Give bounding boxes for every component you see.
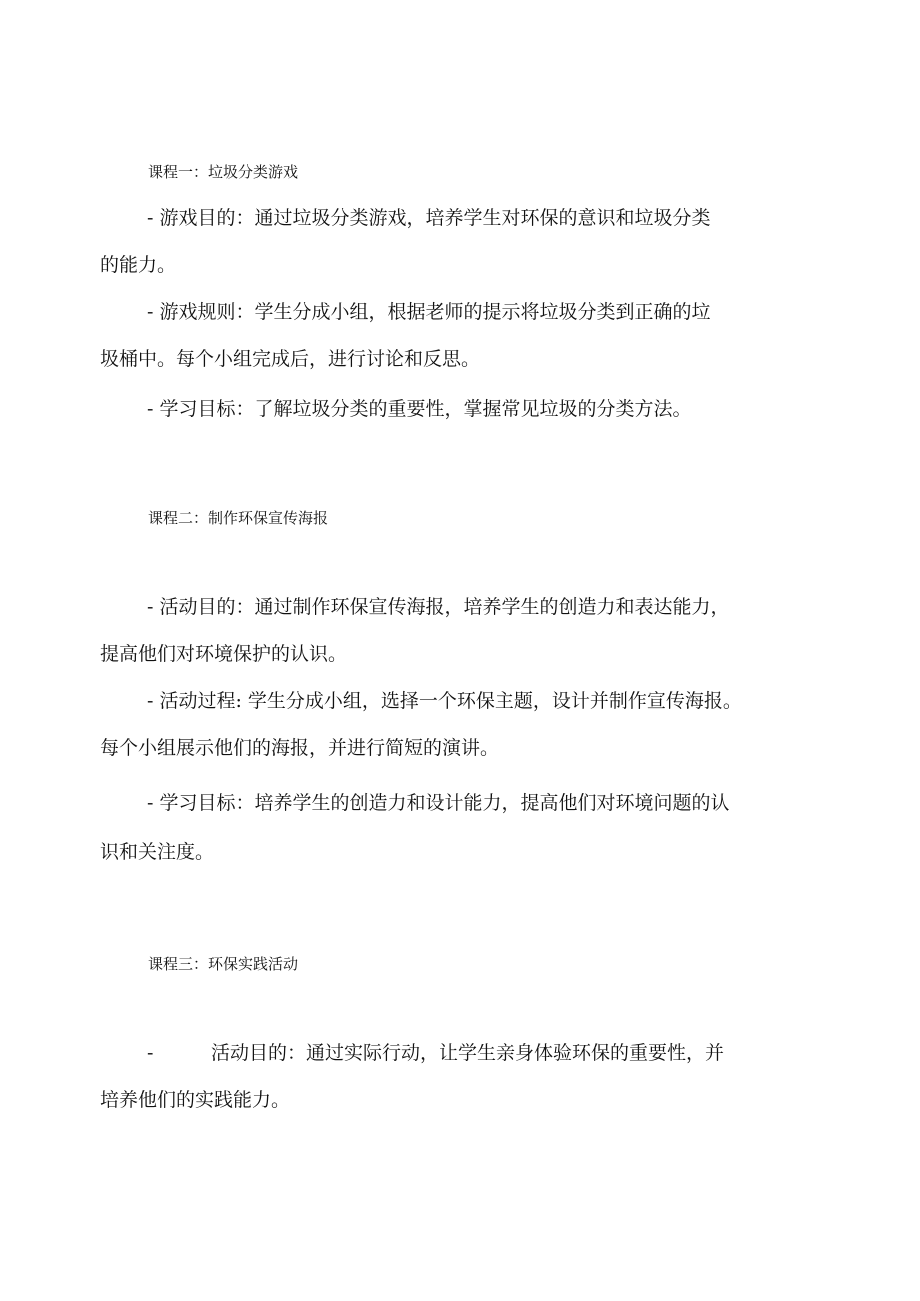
section-3-item-1-line-1 [100, 1043, 820, 1063]
section-2-item-1 [100, 597, 820, 664]
list-dash: - [147, 1042, 154, 1064]
section-1-item-3 [100, 399, 820, 419]
section-3-heading: 课程三：环保实践活动 [148, 955, 299, 973]
section-2-item-2-line-1: - 活动过程: 学生分成小组，选择一个环保主题，设计并制作宣传海报。 [147, 690, 742, 712]
section-1-item-3-line-1: - 学习目标：了解垃圾分类的重要性，掌握常见垃圾的分类方法。 [147, 398, 692, 420]
section-3-item-1-text: 活动目的：通过实际行动，让学生亲身体验环保的重要性，并 [211, 1042, 725, 1064]
section-2-item-1-line-2: 提高他们对环境保护的认识。 [100, 643, 348, 665]
section-3-item-1 [100, 1043, 820, 1110]
section-2-item-1-line-1: - 活动目的：通过制作环保宣传海报，培养学生的创造力和表达能力， [147, 596, 730, 618]
section-2-item-3-line-1: - 学习目标：培养学生的创造力和设计能力，提高他们对环境问题的认 [147, 792, 730, 814]
section-2-item-3-line-2: 识和关注度。 [100, 841, 215, 863]
section-1-item-2-line-1: - 游戏规则：学生分成小组，根据老师的提示将垃圾分类到正确的垃 [147, 301, 711, 323]
section-1-item-1-line-2: 的能力。 [100, 254, 177, 276]
section-2-item-2 [100, 691, 820, 758]
section-2-item-3 [100, 793, 820, 862]
section-1-item-2-line-2: 圾桶中。每个小组完成后，进行讨论和反思。 [100, 348, 481, 370]
section-1-item-2 [100, 302, 820, 369]
section-3-item-1-line-2: 培养他们的实践能力。 [100, 1089, 291, 1111]
section-1-heading: 课程一：垃圾分类游戏 [148, 163, 299, 181]
section-1-item-1 [100, 208, 820, 275]
section-1-item-1-line-1: - 游戏目的：通过垃圾分类游戏，培养学生对环保的意识和垃圾分类 [147, 207, 711, 229]
section-2-item-2-line-2: 每个小组展示他们的海报，并进行简短的演讲。 [100, 737, 500, 759]
section-2-heading: 课程二：制作环保宣传海报 [148, 509, 329, 527]
